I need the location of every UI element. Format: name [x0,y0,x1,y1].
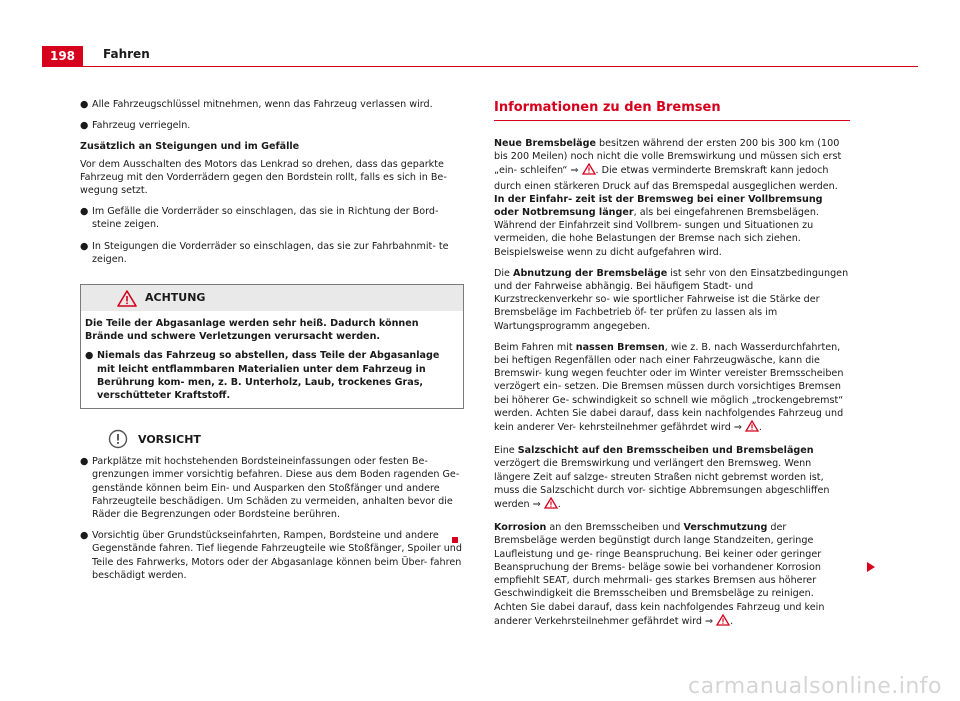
paragraph-wet-brakes [494,341,850,436]
bullet-dot: ● [80,240,89,252]
text: . [557,499,561,511]
paragraph: Vor dem Ausschalten des Motors das Lenkrad so drehen, dass das geparkte Fahrzeug mit den Vorderrädern gegen den Bordstein rollt, falls es sich in Be- wegung setzt. [80,158,447,197]
page-number-badge: 198 [42,46,83,66]
term: Verschmutzung [683,522,768,534]
bullet-dot: ● [80,206,89,218]
bullet-text: In Steigungen die Vorderräder so einschlagen, das sie zur Fahrbahnmit- te zeigen. [92,240,449,265]
running-title: Fahren [103,47,150,61]
bullet-item [80,98,464,111]
left-column [80,98,464,590]
bullet-item [80,205,464,231]
text: Eine [494,445,518,457]
notice-bullet [80,529,464,582]
continue-arrow-icon[interactable] [866,562,875,576]
text: . [758,422,762,434]
bullet-text: Im Gefälle die Vorderräder so einschlagen, das sie in Richtung der Bord- steine zeigen. [92,206,439,231]
bullet-dot: ● [80,456,89,468]
notice-header [108,429,464,449]
term: Salzschicht auf den Bremsscheiben und Bremsbelägen [517,445,814,457]
bullet-dot: ● [85,350,94,362]
text: Die [494,267,514,279]
bullet-dot: ● [80,120,89,132]
notice-text: Parkplätze mit hochstehenden Bordsteineinfassungen oder festen Be- grenzungen immer vorsichtig befahren. Diese aus dem Boden ragenden Ge- genstände können beim Ein- und Ausparken den Stoßfänger und andere Fahrzeugteile beschädigen. Um Schäden zu vermeiden, anhalten bevor die Räder die Begrenzungen oder Bordsteine berühren. [92,456,460,521]
warning-triangle-icon [117,290,137,307]
text: , als bei eingefahrenen Bremsbelägen. Während der Einfahrzeit sind Vollbrem- sungen und Situationen zu vermeiden, die hohe Belastungen der Bremse nach sich ziehen. Beispielsweise wenn zu dicht aufgefahren wird. [494,207,819,258]
warning-bullet-text: Niemals das Fahrzeug so abstellen, dass Teile der Abgasanlage mit leicht entflammbaren Materialien unter dem Fahrzeug in Berührung kom- men, z. B. Unterholz, Laub, trockenes Gras, verschütteter Kraftstoff. [97,350,440,402]
notice-bullet [80,455,464,521]
warning-bullet [85,349,459,402]
warning-ref-icon[interactable] [582,163,596,179]
term: nassen Bremsen [575,341,665,353]
paragraph-corrosion [494,521,850,630]
section-end-marker [452,534,458,547]
warning-body [81,311,463,408]
bullet-text: Fahrzeug verriegeln. [92,120,191,132]
warning-ref-icon[interactable] [745,420,759,436]
term: Neue Bremsbeläge [494,138,596,149]
exclamation-circle-icon [108,429,128,449]
end-square-icon [452,537,458,543]
term: In der Einfahr- zeit ist der Bremsweg bei einer Vollbremsung oder Notbremsung länger [494,193,823,219]
text: besitzen während der ersten 200 bis 300 km (100 bis 200 Meilen) noch nicht die volle Bremswirkung und müssen sich erst „ein- schleifen“ ⇒ [494,138,842,177]
text: , wie z. B. nach Wasserdurchfahrten, bei heftigen Regenfällen oder nach einer Fahrzeugwäsche, kann die Bremswir- kung wegen feuchter oder im Winter vereister Bremsscheiben verzögert ein- setzen. Die Bremsen müssen durch vorsichtiges Bremsen bei höherer Ge- schwindigkeit so schnell wie möglich „trockengebremst“ werden. Achten Sie dabei darauf, dass kein nachfolgendes Fahrzeug und kein anderer Ver- kehrsteilnehmer gefährdet wird ⇒ [494,341,844,434]
text: der Bremsbeläge werden begünstigt durch lange Standzeiten, geringe Laufleistung und ge- ringe Beanspruchung. Bei keiner oder geringer Beanspruchung der Brems- beläge sowie bei vorhandener Korrosion empfiehlt SEAT, durch mehrmali- ges starkes Bremsen aus höherer Geschwindigkeit die Bremsscheiben und Bremsbeläge zu reinigen. Achten Sie dabei darauf, dass kein nachfolgendes Fahrzeug und kein anderer Verkehrsteilnehmer gefährdet wird ⇒ [494,522,825,627]
warning-text: Die Teile der Abgasanlage werden sehr heiß. Dadurch können Brände und schwere Verletzungen verursacht werden. [85,318,419,343]
text: ist sehr von den Einsatzbedingungen und der Fahrweise abhängig. Bei häufigem Stadt- und Kurzstreckenverkehr so- wie sportlicher Fahrweise ist die Stärke der Bremsbeläge im Fachbetrieb öf- ter prüfen zu lassen als im Wartungsprogramm angegeben. [494,267,849,332]
warning-ref-icon[interactable] [716,614,730,630]
text: an den Bremsscheiben und [546,522,684,534]
text: . Die etwas verminderte Bremskraft kann jedoch durch einen stärkeren Druck auf das Bremspedal ausgeglichen werden. [494,165,838,192]
term: Abnutzung der Bremsbeläge [513,267,668,279]
right-column [494,98,850,638]
bullet-dot: ● [80,99,89,110]
bullet-text: Alle Fahrzeugschlüssel mitnehmen, wenn das Fahrzeug verlassen wird. [92,99,433,110]
text: Beim Fahren mit [494,341,576,353]
text: verzögert die Bremswirkung und verlängert den Bremsweg. Wenn längere Zeit auf salzge- streuten Straßen nicht gebremst worden ist, muss die Salzschicht durch vor- sichtige Abbremsungen abgeschliffen werden ⇒ [494,458,830,511]
paragraph-new-pads [494,137,850,259]
paragraph-salt [494,444,850,513]
bullet-dot: ● [80,530,89,542]
term: Korrosion [494,522,547,534]
paragraph-wear [494,267,850,333]
notice-title: VORSICHT [138,432,201,446]
header-rule [42,66,918,67]
warning-box [80,284,464,409]
warning-title: ACHTUNG [145,291,206,305]
warning-ref-icon[interactable] [544,497,558,513]
warning-header [81,285,463,311]
section-title: Informationen zu den Bremsen [494,100,850,121]
notice-text: Vorsichtig über Grundstückseinfahrten, Rampen, Bordsteine und andere Gegenstände fahren. Tief liegende Fahrzeugteile wie Stoßfänger, Spoiler und Teile des Fahrwerks, Motors oder der Abgasanlage können beim Über- fahren beschädigt werden. [92,530,462,581]
sub-heading: Zusätzlich an Steigungen und im Gefälle [80,141,300,153]
text: . [730,615,734,627]
watermark: carmanualsonline.info [688,673,942,699]
bullet-item [80,119,464,132]
bullet-item [80,240,464,266]
